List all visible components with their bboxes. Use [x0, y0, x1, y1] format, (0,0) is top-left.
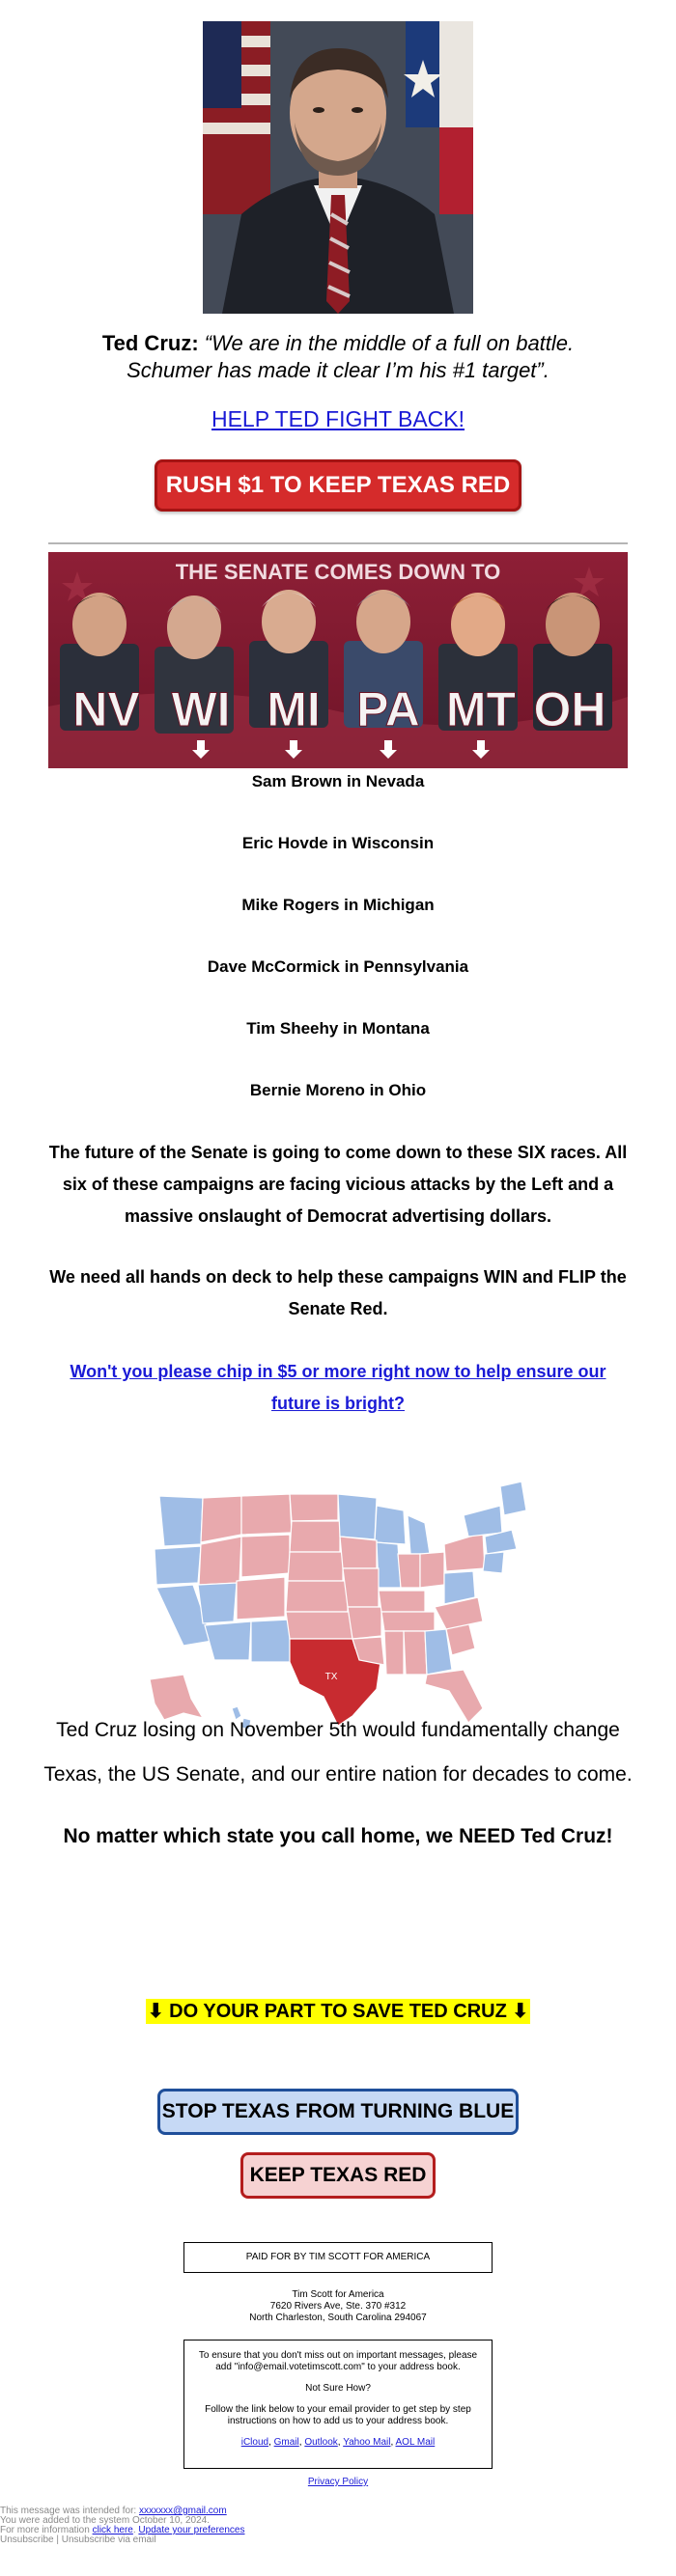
quote — [0, 330, 676, 384]
keep-texas-red-button[interactable]: KEEP TEXAS RED — [240, 2152, 436, 2199]
provider-yahoo-link[interactable]: Yahoo Mail — [343, 2437, 391, 2448]
candidate-portrait — [203, 21, 473, 314]
provider-icloud-link[interactable]: iCloud — [240, 2437, 269, 2448]
candidate-ohio: Bernie Moreno in Ohio — [249, 1081, 427, 1099]
texas-label: TX — [324, 1672, 338, 1682]
us-map[interactable] — [145, 1477, 531, 1737]
losing-line-1: Ted Cruz losing on November 5th would fundamentally change — [56, 1719, 620, 1741]
footer-added: You were added to the system October 10, 2024. — [0, 2515, 210, 2526]
banner-state-pa: PA — [356, 682, 420, 736]
privacy-policy-link[interactable]: Privacy Policy — [307, 2477, 369, 2487]
banner-title: THE SENATE COMES DOWN TO — [175, 560, 501, 584]
chip-in-link[interactable]: Won't you please chip in $5 or more right now to help ensure our future is bright? — [70, 1362, 606, 1413]
banner-state-mt: MT — [445, 682, 517, 736]
senate-paragraph: The future of the Senate is going to come down to these SIX races. All six of these campaigns are facing vicious attacks by the Left and a massive onslaught of Democrat advertising dollars. — [48, 1143, 628, 1226]
notice-not-sure: Not Sure How? — [305, 2383, 371, 2394]
notice-instructions: Follow the link below to your email provider to get step by step instructions on how to add us to your address book. — [205, 2404, 471, 2426]
candidate-wisconsin: Eric Hovde in Wisconsin — [241, 834, 435, 852]
senate-banner[interactable] — [48, 552, 628, 768]
address-line-1: Tim Scott for America — [292, 2289, 384, 2300]
do-your-part-text: ⬇ DO YOUR PART TO SAVE TED CRUZ ⬇ — [147, 2001, 529, 2022]
need-cruz-heading: No matter which state you call home, we NEED Ted Cruz! — [63, 1825, 613, 1847]
address-book-notice — [183, 2340, 493, 2469]
help-ted-link[interactable]: HELP TED FIGHT BACK! — [211, 406, 465, 431]
banner-state-mi: MI — [267, 682, 321, 736]
footer-more-info: For more information click here. Update your preferences — [0, 2525, 245, 2535]
unsubscribe-link[interactable]: Unsubscribe | Unsubscribe via email — [0, 2534, 156, 2545]
candidate-nevada: Sam Brown in Nevada — [251, 772, 425, 790]
provider-aol-link[interactable]: AOL Mail — [395, 2437, 436, 2448]
hero-photo — [203, 21, 473, 314]
rush-donate-button[interactable]: RUSH $1 TO KEEP TEXAS RED — [155, 459, 521, 512]
update-preferences-link[interactable]: Update your preferences — [138, 2525, 245, 2535]
provider-links: iCloud, Gmail, Outlook, Yahoo Mail, AOL Mail — [240, 2437, 436, 2448]
footer-intended-label: This message was intended for: — [0, 2506, 139, 2516]
footer-more-label: For more information — [0, 2525, 93, 2535]
recipient-email-link[interactable]: xxxxxxx@gmail.com — [138, 2506, 227, 2516]
banner-state-wi: WI — [171, 682, 231, 736]
notice-text: To ensure that you don't miss out on important messages, please add "info@email.votetimscott.com" to your address book. — [198, 2350, 478, 2372]
privacy-row — [0, 2477, 676, 2487]
banner-state-oh: OH — [533, 682, 606, 736]
provider-gmail-link[interactable]: Gmail — [273, 2437, 299, 2448]
all-hands-paragraph: We need all hands on deck to help these campaigns WIN and FLIP the Senate Red. — [49, 1267, 627, 1318]
address-line-3: North Charleston, South Carolina 294067 — [249, 2313, 427, 2323]
us-flag-image — [203, 21, 270, 214]
quote-text: “We are in the middle of a full on battle. Schumer has made it clear I’m his #1 target”. — [127, 331, 575, 382]
candidate-michigan: Mike Rogers in Michigan — [241, 896, 435, 914]
candidate-pennsylvania: Dave McCormick in Pennsylvania — [207, 957, 469, 976]
candidate-montana: Tim Sheehy in Montana — [246, 1019, 430, 1038]
stop-texas-blue-button[interactable]: STOP TEXAS FROM TURNING BLUE — [157, 2089, 519, 2135]
address-line-2: 7620 Rivers Ave, Ste. 370 #312 — [269, 2301, 407, 2312]
losing-line-2: Texas, the US Senate, and our entire nation for decades to come. — [43, 1763, 633, 1786]
email-footer — [0, 2507, 244, 2545]
provider-outlook-link[interactable]: Outlook — [304, 2437, 338, 2448]
chip-in-paragraph — [43, 1356, 633, 1420]
paid-for-disclaimer: PAID FOR BY TIM SCOTT FOR AMERICA — [183, 2242, 493, 2273]
divider — [48, 542, 628, 544]
mailing-address — [0, 2289, 676, 2324]
click-here-link[interactable]: click here — [92, 2525, 133, 2535]
banner-state-nv: NV — [72, 682, 140, 736]
do-your-part-banner — [145, 1999, 531, 2023]
quote-speaker: Ted Cruz: — [101, 331, 199, 355]
